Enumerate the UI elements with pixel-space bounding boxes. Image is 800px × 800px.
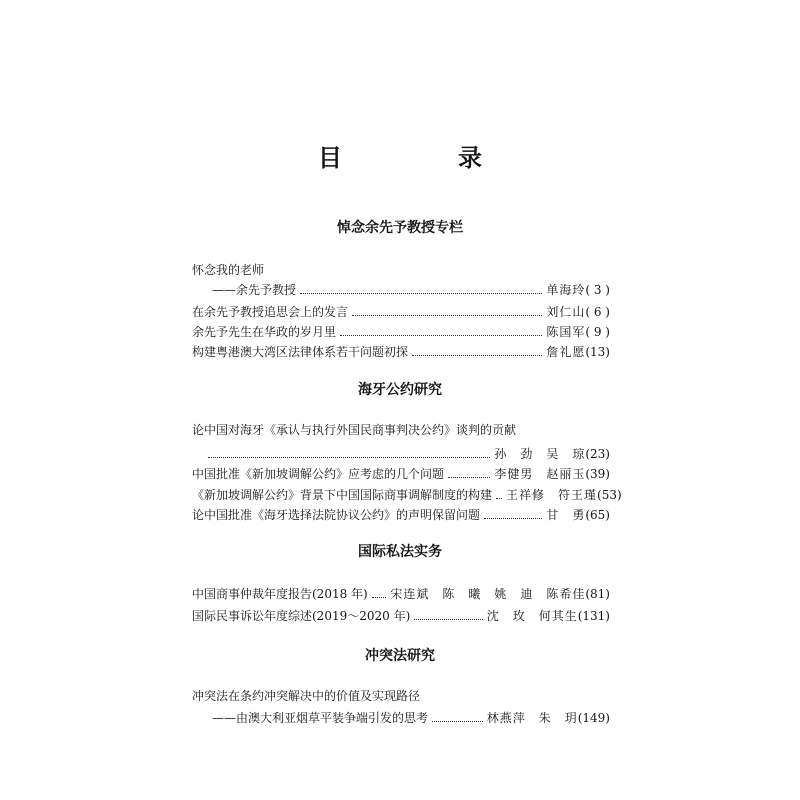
- dot-leader: [448, 477, 490, 478]
- toc-entry-authors: 甘 勇: [546, 508, 586, 522]
- dot-leader: [414, 619, 482, 620]
- dot-leader: [484, 518, 542, 519]
- toc-entry[interactable]: [192, 340, 610, 360]
- toc-entry-subtitle: ——余先予教授: [212, 283, 297, 297]
- toc-entry[interactable]: [192, 300, 610, 320]
- dot-leader: [496, 498, 502, 499]
- section-heading: 冲突法研究: [365, 648, 435, 664]
- toc-entry[interactable]: [192, 604, 610, 624]
- toc-entry-page: (39): [585, 467, 610, 481]
- section-heading: 悼念余先予教授专栏: [337, 220, 463, 236]
- toc-entry-authors: 单海玲: [546, 283, 586, 297]
- dot-leader: [432, 721, 483, 722]
- toc-entry-authors: 詹礼愿: [546, 345, 586, 359]
- toc-entry-page: (149): [577, 711, 610, 725]
- toc-entry-page: ( 9 ): [585, 325, 610, 339]
- toc-entry-authors: 孙 劲 吴 琼: [494, 447, 586, 461]
- toc-entry-page: (65): [585, 508, 610, 522]
- toc-entry-page: ( 6 ): [585, 305, 610, 319]
- dot-leader: [412, 355, 542, 356]
- toc-entry-authors: 王祥修 符王瑾: [506, 488, 598, 502]
- toc-entry-title: 论中国对海牙《承认与执行外国民商事判决公约》谈判的贡献: [192, 423, 517, 437]
- toc-entry-page: (53): [597, 488, 622, 502]
- dot-leader: [340, 335, 542, 336]
- toc-entry-authors: 刘仁山: [546, 305, 586, 319]
- toc-entry[interactable]: [192, 320, 610, 340]
- toc-entry-page: (23): [585, 447, 610, 461]
- toc-entry-page: ( 3 ): [585, 283, 610, 297]
- toc-entry-title: 在余先予教授追思会上的发言: [192, 305, 349, 319]
- toc-entry-authors: 陈国军: [546, 325, 586, 339]
- toc-entry[interactable]: [212, 278, 610, 298]
- toc-entry-authors: 林燕萍 朱 玥: [486, 711, 578, 725]
- dot-leader: [372, 597, 387, 598]
- toc-entry[interactable]: [192, 582, 610, 602]
- dot-leader: [300, 293, 542, 294]
- toc-entry[interactable]: [208, 442, 610, 462]
- toc-entry-title: 构建粤港澳大湾区法律体系若干问题初探: [192, 345, 409, 359]
- section-heading: 国际私法实务: [358, 544, 442, 560]
- dot-leader: [208, 457, 490, 458]
- toc-entry-page: (13): [585, 345, 610, 359]
- toc-entry[interactable]: [192, 483, 622, 503]
- toc-entry-title: 余先予先生在华政的岁月里: [192, 325, 337, 339]
- toc-entry-title: 论中国批准《海牙选择法院协议公约》的声明保留问题: [192, 508, 481, 522]
- toc-entry[interactable]: [192, 503, 610, 523]
- toc-entry-title: 中国批准《新加坡调解公约》应考虑的几个问题: [192, 467, 445, 481]
- toc-entry-title: 《新加坡调解公约》背景下中国国际商事调解制度的构建: [192, 488, 493, 502]
- toc-entry-authors: 李健男 赵丽玉: [494, 467, 586, 481]
- toc-entry-page: (131): [577, 609, 610, 623]
- page-title: 目 录: [318, 144, 528, 172]
- toc-entry-page: (81): [585, 587, 610, 601]
- toc-entry-title: 怀念我的老师: [192, 263, 265, 277]
- toc-entry-authors: 沈 玫 何其生: [486, 609, 578, 623]
- toc-entry[interactable]: [192, 462, 610, 482]
- toc-entry-title: 中国商事仲裁年度报告(2018 年): [192, 587, 368, 601]
- toc-entry-title: 冲突法在条约冲突解决中的价值及实现路径: [192, 689, 421, 703]
- section-heading: 海牙公约研究: [358, 382, 442, 398]
- toc-entry-authors: 宋连斌 陈 曦 姚 迪 陈希佳: [390, 587, 586, 601]
- toc-entry[interactable]: [212, 706, 610, 726]
- dot-leader: [352, 315, 542, 316]
- toc-entry-subtitle: ——由澳大利亚烟草平装争端引发的思考: [212, 711, 429, 725]
- toc-entry-title: 国际民事诉讼年度综述(2019～2020 年): [192, 609, 411, 623]
